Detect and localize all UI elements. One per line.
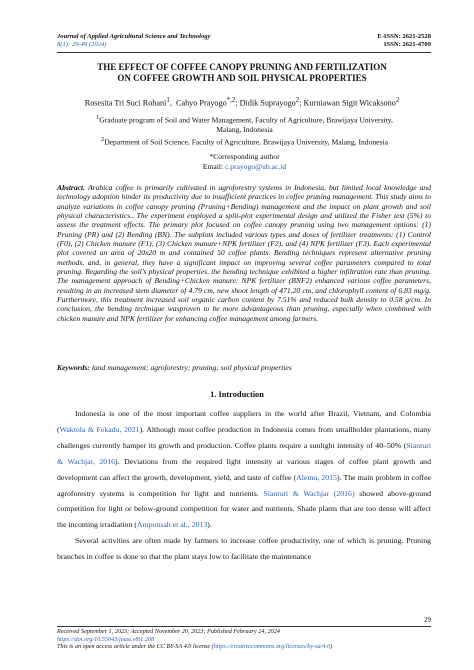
affil-sup: 1 [96, 114, 100, 121]
page-number: 29 [424, 616, 431, 624]
author-affil-sup: 2 [395, 97, 400, 104]
text-run: showed above-ground competition for light or below-ground competition for water and nutrients. Shade plants that are too dense will affect the incoming irradiation ( [57, 488, 431, 530]
introduction-body [57, 406, 431, 565]
author-list: Rosesita Tri Suci Rohani$^1$, Cahyo Prayogo$^{*,2}$; Didik Suprayogo$^2$; Kurniawan Sigit Wicaksono$^2$ [84, 97, 400, 108]
citation-link[interactable]: Alemu, 2015 [296, 472, 337, 482]
footer: Received September 1, 2023; Accepted November 20, 2023; Published February 24, 2024 https://doi.org/10.55043/jaast.v8i1.208 This is an open access article under the CC BY-SA 4.0 license (https://creativecommons.org/licenses/by-sa/4.0) [57, 628, 431, 651]
author-name: Rosesita Tri Suci Rohani [84, 98, 167, 108]
text-run: ). The main problem in coffee agroforestry systems is competition for light and nutrients. [57, 472, 431, 498]
footer-rule [57, 626, 431, 627]
author-affil-sup: *,2 [226, 97, 236, 104]
paper-title [40, 62, 444, 84]
header-rule [57, 52, 431, 53]
author-name: Didik Suprayogo [239, 98, 296, 108]
journal-volume[interactable]: 8(1): 29-49 (2024) [57, 41, 107, 49]
footer-license-link[interactable]: https://creativecommons.org/licenses/by-sa/4.0 [213, 643, 331, 650]
keywords-label: Keywords: [57, 363, 90, 372]
email-link[interactable]: c.prayogo@ub.ac.id [224, 161, 287, 171]
abstract-label: Abstract. [57, 183, 86, 192]
correspondence [40, 152, 449, 171]
intro-paragraph-2: Several activities are often made by farmers to increase coffee productivity, one of which is pruning. Pruning branches in coffee is done so that the plant stays low to facilitate the maintenance [57, 536, 431, 562]
intro-paragraph-1 [57, 406, 431, 533]
author-name: Cahyo Prayogo [175, 98, 227, 108]
affiliations [40, 113, 449, 147]
citation-link[interactable]: Sianturi & Wachjar (2016) [263, 488, 355, 498]
keywords-text: land management; agroforestry; pruning; soil physical properties [91, 363, 292, 372]
corresponding-author-label: *Corresponding author [209, 152, 280, 161]
issn: ISSN: 2621-4709 [383, 41, 431, 49]
section-heading: 1. Introduction [210, 390, 264, 399]
footer-doi-link[interactable]: https://doi.org/10.55043/jaast.v8i1.208 [57, 635, 155, 643]
affil-sup: 2 [101, 135, 105, 143]
abstract [57, 183, 431, 323]
affiliation-1: Graduate program of Soil and Water Management, Faculty of Agriculture, Brawijaya University, [99, 115, 393, 125]
author-affil-sup: 2 [295, 97, 300, 104]
author-name: Kurniawan Sigit Wicaksono [303, 98, 396, 108]
text-run: ). [207, 520, 212, 530]
text-run: ). Although most coffee production in Indonesia comes from smallholder plantations, many challenges currently hamper its growth and production. Coffee plants require a sunlight intensity of 40–50% ( [57, 424, 431, 450]
journal-name: Journal of Applied Agricultural Science and Technology [57, 33, 211, 40]
text-run: Indonesia is one of the most important coffee suppliers in the world after Brazil, Vietnam, and Colombia ( [57, 409, 431, 434]
affiliation-1-city: Malang, Indonesia [216, 125, 273, 135]
title-line-1: THE EFFECT OF COFFEE CANOPY PRUNING AND FERTILIZATION [97, 62, 387, 72]
eissn: E-ISSN: 2621-2528 [377, 33, 431, 40]
citation-link[interactable]: Amponsah et al., 2013 [136, 520, 208, 530]
affiliation-2: Department of Soil Science, Faculty of Agriculture, Brawijaya University, Malang, Indonesia [104, 137, 388, 147]
abstract-text: Arabica coffee is primarily cultivated in agroforestry systems in Indonesia, but limited local knowledge and technology adoption hinder its productivity due to insufficient practices in coffee pruning management. This study aims to analyze variations in coffee canopy pruning (Pruning+Bending) management and the impact on plant growth and soil physical characteristics.. The experiment employed a split-plot experimental design and utilized the Fisher test (5%) to assess the treatment effects. The primary plot focused on coffee canopy pruning using two management options: (1) Pruning (PR) and (2) Bending (BN). The subplots included various types and doses of fertilizer treatments: (1) Control (F0), (2) Chicken manure (F1), (3) Chicken manure+NPK fertilizer (F2), and (4) NPK fertilizer (F3). Each experimental plot covered an area of 20x20 m and contained 50 coffee plants. Bending techniques represent alternative pruning methods, and, in general, they have a significant impact on improving several coffee parameters compared to total pruning. Regarding the soil’s physical properties, the bending technique exhibited a higher infiltration rate than pruning. The management approach of Bending+Chicken manure: NPK fertilizer (BNF2) enhanced various coffee parameters, resulting in an increased stem diameter of 4.79 cm, new shoot length of 471.20 cm, and chlorophyll content of 6.83 mg/g. Furthermore, this treatment increased soil organic carbon content by 7.51% and reduced bulk density to 0.58 g/cm. In conclusion, the bending technique wasproven to be more advantageous than pruning, especially when combined with chicken manure and NPK fertilizer for enhancing coffee management among farmers. [57, 183, 431, 323]
citation-link[interactable]: Sianturi & Wachjar, 2016 [57, 440, 431, 466]
footer-license-text: This is an open access article under the CC BY-SA 4.0 license [57, 643, 211, 650]
email-label: Email: [202, 161, 224, 171]
footer-dates: Received September 1, 2023; Accepted November 20, 2023; Published February 24, 2024 [57, 628, 280, 635]
title-line-2: ON COFFEE GROWTH AND SOIL PHYSICAL PROPERTIES [117, 72, 367, 83]
author-affil-sup: 1 [166, 97, 170, 104]
keywords [57, 363, 431, 372]
citation-link[interactable]: Waktola & Fekadu, 2021 [59, 424, 140, 434]
text-run: ). Deviations from the required light intensity at various stages of coffee plant growth and development can affect the growth, development, yield, and taste of coffee ( [57, 456, 431, 482]
